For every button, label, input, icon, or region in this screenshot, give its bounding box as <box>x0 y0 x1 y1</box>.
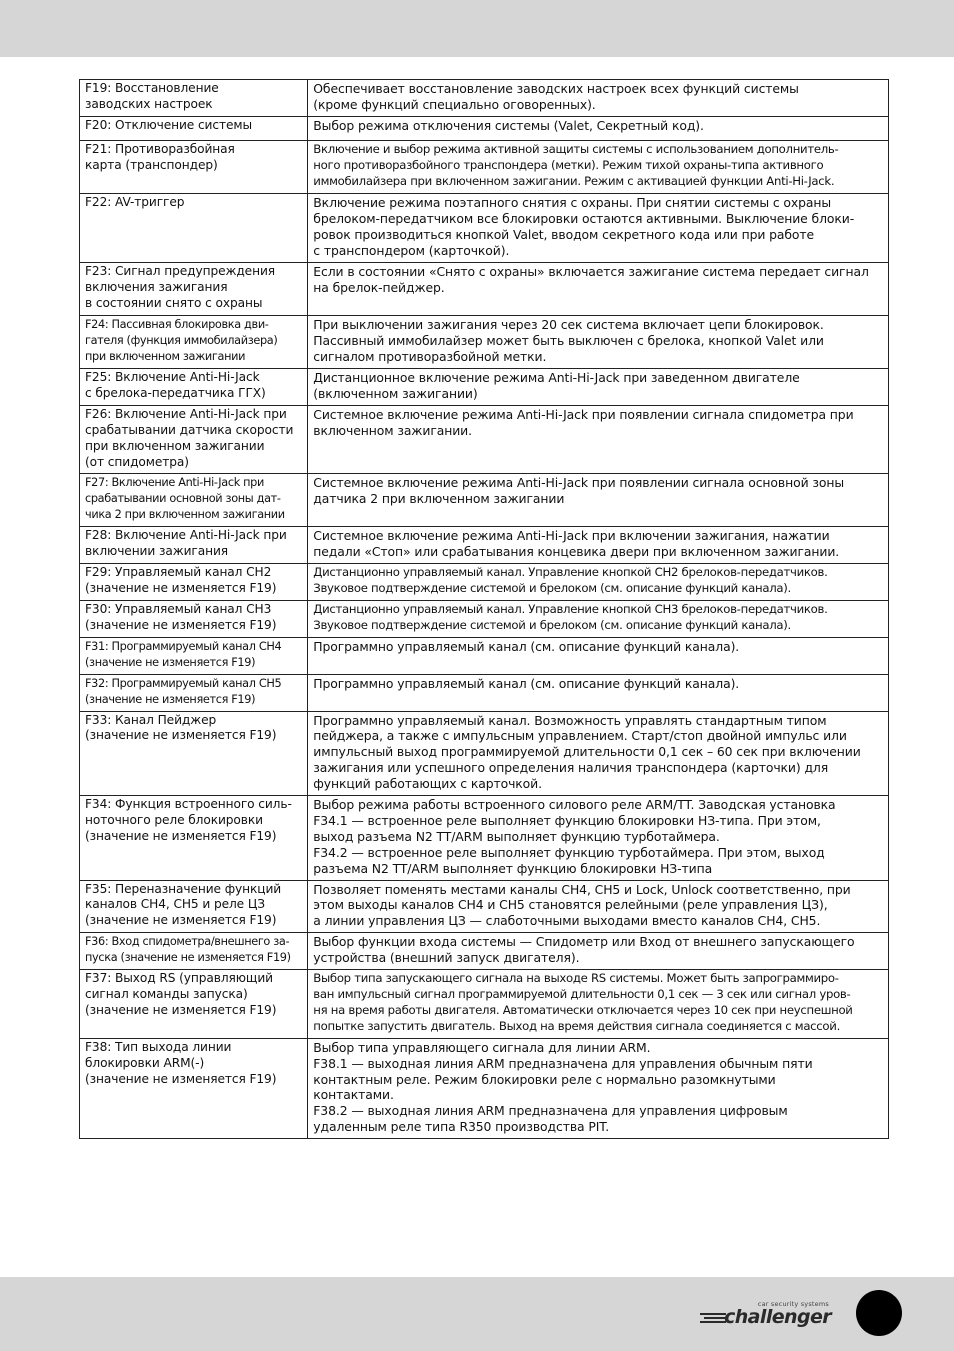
table-row <box>80 316 889 369</box>
table-row <box>80 880 889 933</box>
table-row <box>80 194 889 263</box>
functions-table <box>79 79 889 1139</box>
function-description: Программно управляемый канал. Возможность управлять стандартным типом пейджера, а также с импульсным управлением. Старт/стоп двойной импульс или импульсный выход программируемой длительности 0,1 сек – 60 сек при включении зажигания или успешного определения наличия транспондера (карточки) для функций работающих с карточкой. <box>308 711 889 796</box>
function-name: F22: AV-триггер <box>80 194 308 263</box>
function-name: F29: Управляемый канал CH2 (значение не изменяется F19) <box>80 564 308 601</box>
function-name: F34: Функция встроенного силь- ноточного реле блокировки (значение не изменяется F19) <box>80 796 308 881</box>
function-description: Выбор типа запускающего сигнала на выходе RS системы. Может быть запрограммиро- ван импульсный сигнал программируемой длительности 0,1 сек — 3 сек или сигнал уров- ня на время работы двигателя. Автоматически отключается через 10 сек при неуспешной попытке запустить двигатель. Выход на время действия сигнала соединяется с массой. <box>308 970 889 1039</box>
table-row <box>80 711 889 796</box>
function-name: F23: Сигнал предупреждения включения зажигания в состоянии снято с охраны <box>80 263 308 316</box>
table-row <box>80 117 889 141</box>
table-row <box>80 369 889 406</box>
table-row <box>80 601 889 638</box>
function-name: F37: Выход RS (управляющий сигнал команды запуска) (значение не изменяется F19) <box>80 970 308 1039</box>
logo-stripes-icon <box>700 1313 726 1323</box>
function-description: Выбор функции входа системы — Спидометр или Вход от внешнего запускающего устройства (внешний запуск двигателя). <box>308 933 889 970</box>
function-description: Дистанционно управляемый канал. Управление кнопкой CH3 брелоков-передатчиков. Звуковое подтверждение системой и брелоком (см. описание функций канала). <box>308 601 889 638</box>
table-row <box>80 564 889 601</box>
table-row <box>80 405 889 474</box>
function-name: F30: Управляемый канал CH3 (значение не изменяется F19) <box>80 601 308 638</box>
function-description: Системное включение режима Anti-Hi-Jack при появлении сигнала основной зоны датчика 2 при включенном зажигании <box>308 474 889 527</box>
function-description: При выключении зажигания через 20 сек система включает цепи блокировок. Пассивный иммобилайзер может быть выключен с брелока, кнопкой Valet или сигналом противоразбойной метки. <box>308 316 889 369</box>
header-band <box>0 0 954 57</box>
function-name: F35: Переназначение функций каналов CH4, CH5 и реле ЦЗ (значение не изменяется F19) <box>80 880 308 933</box>
function-description: Если в состоянии «Снято с охраны» включается зажигание система передает сигнал на брелок-пейджер. <box>308 263 889 316</box>
table-row <box>80 527 889 564</box>
function-description: Дистанционное включение режима Anti-Hi-Jack при заведенном двигателе (включенном зажигании) <box>308 369 889 406</box>
function-name: F26: Включение Anti-Hi-Jack при срабатывании датчика скорости при включенном зажигании (от спидометра) <box>80 405 308 474</box>
page-number-badge <box>856 1290 902 1336</box>
function-name: F38: Тип выхода линии блокировки ARM(-) (значение не изменяется F19) <box>80 1038 308 1138</box>
function-description: Системное включение режима Anti-Hi-Jack при появлении сигнала спидометра при включенном зажигании. <box>308 405 889 474</box>
function-description: Обеспечивает восстановление заводских настроек всех функций системы (кроме функций специально оговоренных). <box>308 80 889 117</box>
challenger-logo <box>700 1300 835 1330</box>
function-name: F25: Включение Anti-Hi-Jack с брелока-передатчика ГГХ) <box>80 369 308 406</box>
table-row <box>80 933 889 970</box>
table-row <box>80 637 889 674</box>
function-description: Выбор типа управляющего сигнала для линии ARM. F38.1 — выходная линия ARM предназначена для управления обычным пяти контактным реле. Режим блокировки реле с нормально разомкнутыми контактами. F38.2 — выходная линия ARM предназначена для управления цифровым удаленным реле типа R350 производства PIT. <box>308 1038 889 1138</box>
table-row <box>80 141 889 194</box>
function-name: F36: Вход спидометра/внешнего за- пуска (значение не изменяется F19) <box>80 933 308 970</box>
logo-wordmark: challenger <box>724 1306 831 1328</box>
table-row <box>80 970 889 1039</box>
logo-tagline: car security systems <box>757 1300 829 1308</box>
table-row <box>80 1038 889 1138</box>
table-row <box>80 796 889 881</box>
function-name: F20: Отключение системы <box>80 117 308 141</box>
function-description: Программно управляемый канал (см. описание функций канала). <box>308 674 889 711</box>
table-row <box>80 674 889 711</box>
function-description: Позволяет поменять местами каналы CH4, CH5 и Lock, Unlock соответственно, при этом выходы каналов CH4 и CH5 становятся релейными (реле управления ЦЗ), а линии управления ЦЗ — слаботочными выходами вместо каналов CH4, CH5. <box>308 880 889 933</box>
function-description: Дистанционно управляемый канал. Управление кнопкой CH2 брелоков-передатчиков. Звуковое подтверждение системой и брелоком (см. описание функций канала). <box>308 564 889 601</box>
function-name: F19: Восстановление заводских настроек <box>80 80 308 117</box>
function-description: Включение и выбор режима активной защиты системы с использованием дополнитель- ного противоразбойного транспондера (метки). Режим тихой охраны-типа активного иммобилайзера при включенном зажигании. Режим с активацией функции Anti-Hi-Jack. <box>308 141 889 194</box>
function-name: F32: Программируемый канал CH5 (значение не изменяется F19) <box>80 674 308 711</box>
function-description: Системное включение режима Anti-Hi-Jack при включении зажигания, нажатии педали «Стоп» или срабатывания концевика двери при включенном зажигании. <box>308 527 889 564</box>
function-name: F21: Противоразбойная карта (транспондер) <box>80 141 308 194</box>
function-name: F31: Программируемый канал CH4 (значение не изменяется F19) <box>80 637 308 674</box>
function-description: Включение режима поэтапного снятия с охраны. При снятии системы с охраны брелоком-передатчиком все блокировки остаются активными. Выключение блоки- ровок производиться кнопкой Valet, вводом секретного кода или при работе с транспондером (карточкой). <box>308 194 889 263</box>
table-row <box>80 80 889 117</box>
function-name: F24: Пассивная блокировка дви- гателя (функция иммобилайзера) при включенном зажигании <box>80 316 308 369</box>
function-name: F27: Включение Anti-Hi-Jack при срабатывании основной зоны дат- чика 2 при включенном зажигании <box>80 474 308 527</box>
function-name: F33: Канал Пейджер (значение не изменяется F19) <box>80 711 308 796</box>
table-row <box>80 263 889 316</box>
function-name: F28: Включение Anti-Hi-Jack при включении зажигания <box>80 527 308 564</box>
table-row <box>80 474 889 527</box>
function-description: Программно управляемый канал (см. описание функций канала). <box>308 637 889 674</box>
function-description: Выбор режима отключения системы (Valet, Секретный код). <box>308 117 889 141</box>
function-description: Выбор режима работы встроенного силового реле ARM/TT. Заводская установка F34.1 — встроенное реле выполняет функцию блокировки НЗ-типа. При этом, выход разъема N2 TT/ARM выполняет функцию турботаймера. F34.2 — встроенное реле выполняет функцию турботаймера. При этом, выход разъема N2 TT/ARM выполняет функцию блокировки НЗ-типа <box>308 796 889 881</box>
